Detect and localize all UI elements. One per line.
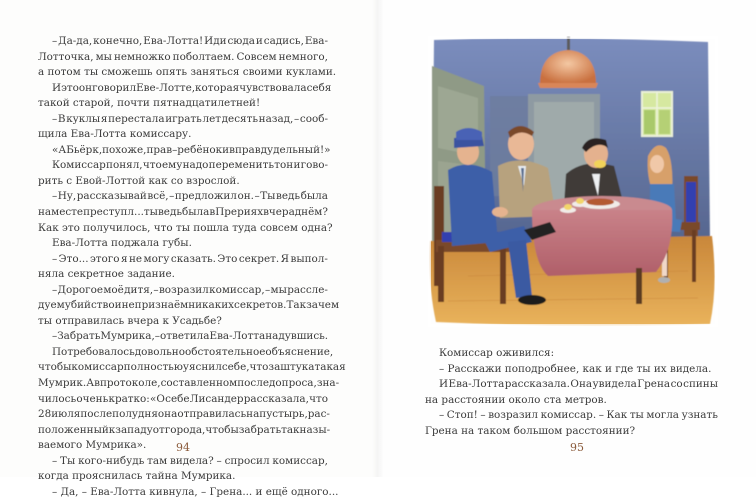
text-line: Лотточка, мы немножко поболтаем. Совсем немного,: [38, 50, 328, 63]
text-line: – Да-да, конечно, Ева-Лотта! Иди сюда и садись, Ева-: [52, 35, 328, 47]
text-line: Мумрик. А в протоколе, составленном после допроса, зна-: [38, 377, 340, 390]
illustration-interrogation-scene: [428, 36, 718, 327]
text-line: – Забрать Мумрика, – ответила Ева-Лотта надувшись.: [52, 330, 329, 343]
text-line: – Это... этого я не могу сказать. Это секрет. Я выпол-: [52, 252, 328, 265]
text-line: – Дорогое моё дитя, – возразил комиссар, – мы рассле-: [52, 283, 328, 296]
left-page-text: [38, 34, 346, 500]
text-line: Комиссар оживился:: [439, 347, 555, 359]
text-line: положенный к западу от города, чтобы забрать так назы-: [38, 423, 331, 436]
text-line: – Ну, рассказывай всё, – предложил он. – Ты ведь была: [52, 190, 328, 203]
text-line: Как это получилось, что ты пошла туда совсем одна?: [38, 221, 333, 234]
text-line: на расстоянии около ста метров.: [425, 393, 607, 406]
right-page-text: [425, 346, 718, 439]
text-line: ты отправилась вчера к Усадьбе?: [38, 314, 222, 327]
text-line: Грена на таком большом расстоянии?: [425, 424, 636, 437]
text-line: на месте преступл... ты ведь была в Прериях вчера днём?: [38, 206, 328, 219]
text-line: Комиссар понял, что ему надо переменить тон и гово-: [52, 159, 328, 172]
text-line: – Да, – Ева-Лотта кивнула, – Грена... и ещё одного...: [52, 485, 339, 498]
text-line: – Расскажи поподробнее, как и где ты их видела.: [439, 362, 712, 375]
text-line: когда прояснилась тайна Мумрика.: [38, 470, 236, 483]
book-gutter: [372, 0, 384, 477]
text-line: – Ты кого-нибудь там видела? – спросил комиссар,: [52, 454, 328, 467]
text-line: Ева-Лотта поджала губы.: [52, 237, 192, 250]
text-line: – В куклы я перестала играть лет десять назад, – сооб-: [52, 112, 328, 125]
page-number-right: 95: [570, 441, 584, 454]
text-line: дуем убийство и не признаём никаких секретов. Так зачем: [38, 299, 340, 312]
text-line: такой старой, почти пятнадцатилетней!: [38, 97, 261, 110]
text-line: «А Бьёрк, похоже, прав – ребёнок и вправду дельный!»: [52, 143, 331, 156]
text-line: – Стоп! – возразил комиссар. – Как ты могла узнать: [439, 409, 718, 422]
text-line: щила Ева-Лотта комиссару.: [38, 128, 192, 141]
left-page: [0, 0, 378, 498]
text-line: И это он говорил Еве-Лотте, которая чувствовала себя: [52, 81, 332, 94]
text-line: Потребовалось довольно обстоятельное объяснение,: [52, 345, 334, 358]
text-line: няла секретное задание.: [38, 268, 175, 281]
text-line: 28 июля после полудня она отправилась на пустырь, рас-: [38, 408, 330, 421]
text-line: рить с Евой-Лоттой как со взрослой.: [38, 174, 240, 187]
text-line: ваемого Мумрика».: [38, 439, 147, 452]
text-line: чтобы комиссар полностью уяснил себе, что за штука такая: [38, 361, 346, 374]
text-line: И Ева-Лотта рассказала. Она увидела Грена со спины: [439, 378, 718, 391]
page-number-left: 94: [176, 441, 190, 454]
text-line: а потом ты сможешь опять заняться своими куклами.: [38, 66, 337, 79]
text-line: чилось очень кратко: «О себе Лисандер рассказала, что: [38, 392, 328, 405]
